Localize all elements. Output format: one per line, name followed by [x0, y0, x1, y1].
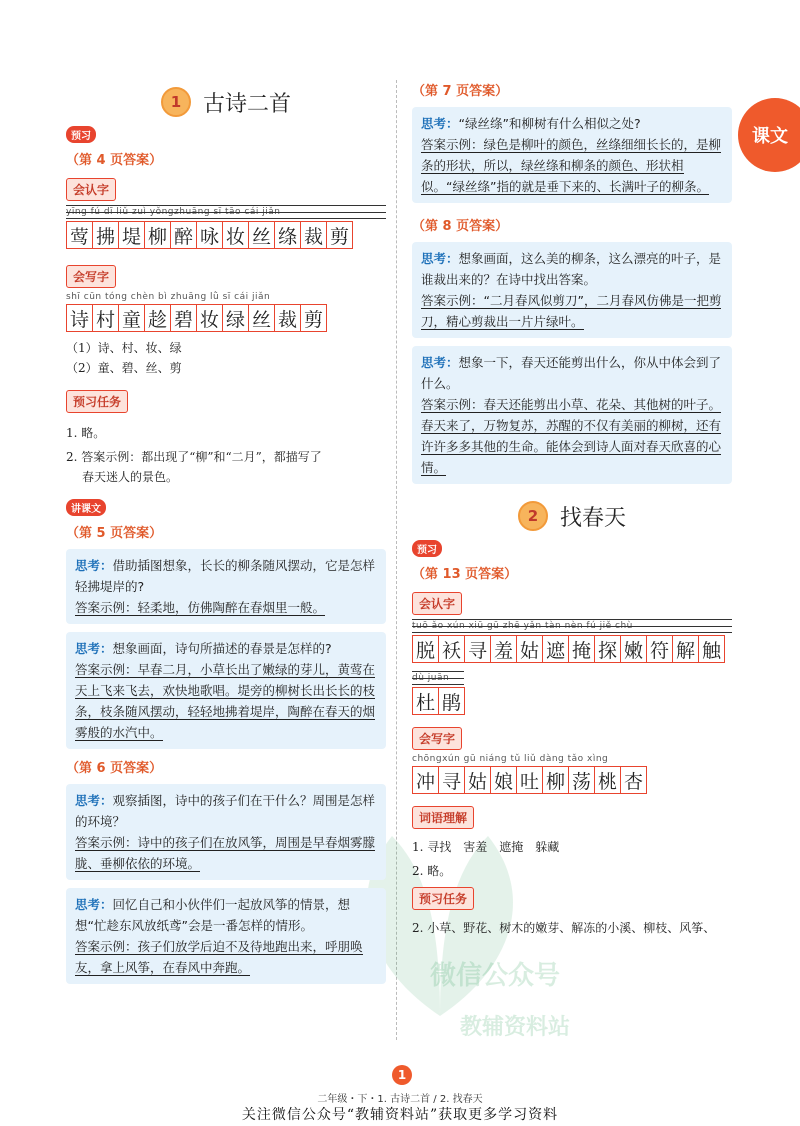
think-label: 思考：: [421, 355, 459, 370]
write-chars-label: 会写字: [412, 727, 462, 750]
think-label: 思考：: [421, 116, 459, 131]
pinyin-line: yīng fú dī liǔ zuì yǒngzhuāng sī tāo cái jiǎn: [66, 205, 386, 219]
char-cell: 村: [92, 304, 119, 332]
lesson-title: [66, 84, 386, 120]
word-understanding-label: 词语理解: [412, 806, 474, 829]
preview-tag: 预习: [412, 540, 442, 557]
char-cell: 诗: [66, 304, 93, 332]
char-row: [412, 687, 732, 715]
char-cell: 袄: [438, 635, 465, 663]
char-cell: 冲: [412, 766, 439, 794]
write-chars-label: 会写字: [66, 265, 116, 288]
page-answer-header: （第 8 页答案）: [412, 219, 509, 234]
watermark-text: 微信公众号: [430, 961, 561, 991]
char-cell: 寻: [464, 635, 491, 663]
pinyin-line: chōngxún gū niáng tǔ liǔ dàng tǎo xìng: [412, 754, 609, 764]
question-box: [66, 549, 386, 624]
lesson-title-text: 找春天: [559, 505, 626, 531]
answer-text: 答案示例：诗中的孩子们在放风筝，周围是早春烟雾朦胧、垂柳依依的环境。: [75, 835, 376, 871]
question-box: [412, 346, 732, 484]
preview-task-label: 预习任务: [412, 887, 474, 910]
answer-line: 2. 答案示例：都出现了“柳”和“二月”，都描写了: [66, 450, 322, 464]
watermark-text-2: 教辅资料站: [460, 1015, 571, 1040]
char-row: [412, 635, 732, 663]
question-box: [66, 784, 386, 880]
char-cell: 掩: [568, 635, 595, 663]
question-box: [412, 107, 732, 203]
char-cell: 姑: [464, 766, 491, 794]
think-label: 思考：: [421, 251, 459, 266]
answer-line: 1. 寻找 害羞 遮掩 躲藏: [412, 840, 560, 854]
answer-text: 答案示例：春天还能剪出小草、花朵、其他树的叶子。春天来了，万物复苏，苏醒的不仅有美丽的柳树，还有许许多多其他的生命。能体会到诗人面对春天欣喜的心情。: [421, 397, 722, 475]
answer-text: 答案示例：轻柔地，仿佛陶醉在春烟里一般。: [75, 600, 326, 615]
char-cell: 遮: [542, 635, 569, 663]
answer-text: 答案示例：绿色是柳叶的颜色，丝绦细细长长的，是柳条的形状，所以，绿丝绦和柳条的颜色、形状相似。“绿丝绦”指的就是垂下来的、长满叶子的柳条。: [421, 137, 722, 194]
char-cell: 丝: [248, 304, 275, 332]
recognize-chars-label: 会认字: [412, 592, 462, 615]
think-label: 思考：: [75, 558, 113, 573]
char-cell: 裁: [300, 221, 327, 249]
char-cell: 脱: [412, 635, 439, 663]
answer-text: 答案示例：“二月春风似剪刀”，二月春风仿佛是一把剪刀，精心剪裁出一片片绿叶。: [421, 293, 722, 329]
column-divider: [396, 80, 397, 1040]
lesson-title-text: 古诗二首: [202, 91, 291, 117]
question-box: [412, 242, 732, 338]
think-label: 思考：: [75, 641, 113, 656]
lesson-tag: 讲课文: [66, 499, 106, 516]
char-cell: 姑: [516, 635, 543, 663]
char-cell: 桃: [594, 766, 621, 794]
char-row: [66, 304, 386, 332]
question-text: 借助插图想象，长长的柳条随风摆动，它是怎样轻拂堤岸的?: [75, 558, 376, 594]
char-cell: 荡: [568, 766, 595, 794]
answer-line: 2. 小草、野花、树木的嫩芽、解冻的小溪、柳枝、风筝、: [412, 921, 716, 935]
char-cell: 探: [594, 635, 621, 663]
char-cell: 妆: [222, 221, 249, 249]
footer-course: 二年级・下・1. 古诗二首 / 2. 找春天: [317, 1094, 483, 1105]
section-badge: 课文: [738, 98, 800, 172]
recognize-chars-label: 会认字: [66, 178, 116, 201]
answer-line: 春天迷人的景色。: [82, 470, 179, 484]
char-cell: 柳: [542, 766, 569, 794]
question-text: “绿丝绦”和柳树有什么相似之处?: [458, 116, 641, 131]
preview-tag: 预习: [66, 126, 96, 143]
pinyin-line: dù juān: [412, 671, 464, 685]
char-cell: 醉: [170, 221, 197, 249]
pinyin-line: shī cūn tóng chèn bì zhuāng lǜ sī cái jiǎn: [66, 292, 271, 302]
char-cell: 娘: [490, 766, 517, 794]
char-cell: 咏: [196, 221, 223, 249]
answer-text: 答案示例：孩子们放学后迫不及待地跑出来，呼朋唤友，拿上风筝，在春风中奔跑。: [75, 939, 363, 975]
page-answer-header: （第 6 页答案）: [66, 761, 163, 776]
lesson-number: 2: [518, 501, 548, 531]
char-cell: 解: [672, 635, 699, 663]
char-cell: 杏: [620, 766, 647, 794]
lesson-number: 1: [161, 87, 191, 117]
question-text: 想象画面，这么美的柳条，这么漂亮的叶子，是谁裁出来的？在诗中找出答案。: [421, 251, 722, 287]
right-column: [412, 80, 732, 938]
char-cell: 羞: [490, 635, 517, 663]
char-cell: 丝: [248, 221, 275, 249]
char-cell: 绦: [274, 221, 301, 249]
lesson-title: [412, 498, 732, 534]
left-column: [66, 80, 386, 992]
footer-note: 关注微信公众号“教辅资料站”获取更多学习资料: [241, 1107, 559, 1123]
char-cell: 妆: [196, 304, 223, 332]
page-answer-header: （第 5 页答案）: [66, 526, 163, 541]
preview-task-label: 预习任务: [66, 390, 128, 413]
question-text: 想象画面，诗句所描述的春景是怎样的?: [112, 641, 332, 656]
think-label: 思考：: [75, 793, 113, 808]
page-answer-header: （第 13 页答案）: [412, 567, 518, 582]
question-text: 观察插图，诗中的孩子们在干什么？周围是怎样的环境？: [75, 793, 376, 829]
char-row: [412, 766, 732, 794]
answer-line: （1）诗、村、妆、绿: [66, 341, 182, 355]
char-cell: 趁: [144, 304, 171, 332]
char-cell: 堤: [118, 221, 145, 249]
answer-text: 答案示例：早春二月，小草长出了嫩绿的芽儿，黄莺在天上飞来飞去，欢快地歌唱。堤旁的柳树长出长长的枝条，枝条随风摆动，轻轻地拂着堤岸，陶醉在春天的烟雾般的水汽中。: [75, 662, 376, 740]
char-cell: 裁: [274, 304, 301, 332]
question-text: 回忆自己和小伙伴们一起放风筝的情景，想想“忙趁东风放纸鸢”会是一番怎样的情形。: [75, 897, 351, 933]
char-cell: 柳: [144, 221, 171, 249]
char-cell: 碧: [170, 304, 197, 332]
page-number: 1: [392, 1065, 412, 1085]
answer-line: 2. 略。: [412, 864, 452, 878]
char-cell: 剪: [300, 304, 327, 332]
char-cell: 拂: [92, 221, 119, 249]
char-cell: 剪: [326, 221, 353, 249]
question-text: 想象一下，春天还能剪出什么，你从中体会到了什么。: [421, 355, 722, 391]
pinyin-line: tuō ǎo xún xiū gū zhē yǎn tàn nèn fú jiě chù: [412, 619, 732, 633]
answer-line: （2）童、碧、丝、剪: [66, 361, 182, 375]
question-box: [66, 632, 386, 749]
char-cell: 触: [698, 635, 725, 663]
char-cell: 吐: [516, 766, 543, 794]
char-cell: 莺: [66, 221, 93, 249]
char-row: [66, 221, 386, 249]
think-label: 思考：: [75, 897, 113, 912]
page-answer-header: （第 4 页答案）: [66, 153, 163, 168]
answer-line: 1. 略。: [66, 426, 106, 440]
char-cell: 嫩: [620, 635, 647, 663]
char-cell: 符: [646, 635, 673, 663]
page-answer-header: （第 7 页答案）: [412, 84, 509, 99]
char-cell: 杜: [412, 687, 439, 715]
char-cell: 绿: [222, 304, 249, 332]
char-cell: 童: [118, 304, 145, 332]
char-cell: 鹃: [438, 687, 465, 715]
question-box: [66, 888, 386, 984]
char-cell: 寻: [438, 766, 465, 794]
